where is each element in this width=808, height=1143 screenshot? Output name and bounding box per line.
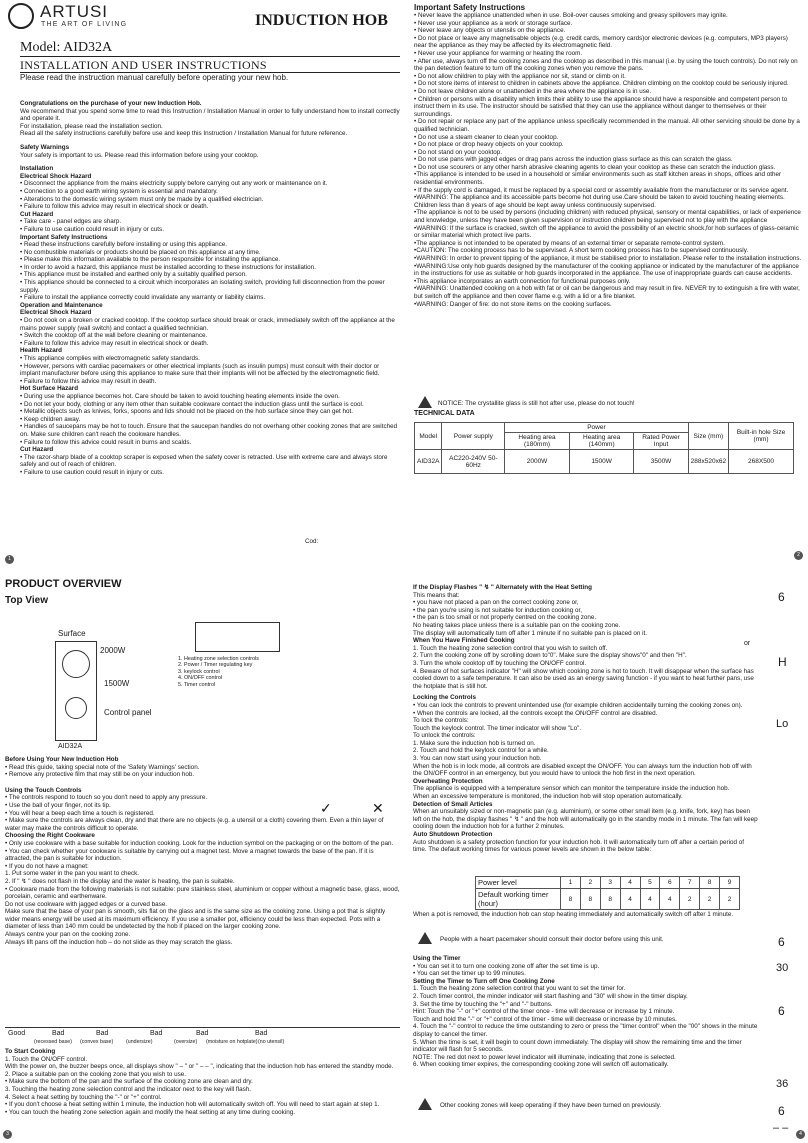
hour-cell: 8 (580, 889, 600, 910)
pan-note: (no utensil) (258, 1039, 285, 1045)
zone2-label: 1500W (104, 679, 130, 688)
bullet: • Do not use scourers or any other harsh abrasive cleaning agents to clean your cooktop as these can scratch the induction glass. (414, 163, 776, 171)
step: 3. Turn the whole cooktop off by touching the ON/OFF control. (413, 659, 587, 667)
pan-label: Bad (150, 1030, 163, 1037)
line: • You can set it to turn one cooking zone off after the set time is up. (413, 962, 600, 970)
bullet: • Do not place or drop heavy objects on your cooktop. (414, 141, 564, 149)
level-cell: 2 (580, 877, 600, 889)
bullet: •This appliance incorporates an earth connection for functional purposes only. (414, 277, 631, 285)
td-hole: 268X500 (729, 450, 794, 474)
bullet: • Do not cook on a broken or cracked cooktop. If the cooktop surface should break or crack, immediately switch off the appliance at the mains power supply (wall switch) and contact a qualified technician. (20, 317, 395, 332)
bullet: • Failure to follow this advice may result in electrical shock or death. (20, 339, 209, 347)
line: 3. You can now start using your induction hob. (413, 755, 542, 763)
step: 4. Select a heat setting by touching the "-" or "+" control. (5, 1093, 162, 1101)
level-cell: 6 (660, 877, 680, 889)
step: 4. Beware of hot surfaces indicator "H" will show which cooking zone is hot to touch. It will disappear when the surface has cooled down to a safe temperature. It can also be used as an energy saving function - if you want to heat further pans, use the hotplate that is still hot. (413, 667, 754, 690)
shock-title: Electrical Shock Hazard (20, 309, 92, 317)
logo-mark (8, 3, 34, 29)
step: 6. When cooking timer expires, the corresponding cooking zone will switch off automatically. (413, 1061, 669, 1069)
warning-icon (418, 932, 432, 944)
bullet: • Take care - panel edges are sharp. (20, 218, 122, 226)
display-digit: H (778, 655, 787, 669)
or-label: or (744, 640, 751, 647)
hour-cell: 8 (561, 889, 581, 910)
th-rated: Rated Power Input (634, 433, 688, 450)
bullet: • Never leave the appliance unattended when in use. Boil-over causes smoking and greasy spillovers may ignite. (414, 12, 728, 19)
intro-line: For installation, please read the installation section. (20, 122, 163, 130)
locking-title: Locking the Controls (413, 694, 476, 702)
line: The appliance is equipped with a temperature sensor which can monitor the temperature inside the induction hob. (413, 785, 730, 793)
legend-item: 4. ON/OFF control (178, 675, 223, 682)
hour-cell: 8 (600, 889, 620, 910)
bullet: •WARNING: Danger of fire: do not store items on the cooking surfaces. (414, 300, 612, 308)
line: No heating takes place unless there is a suitable pan on the cooking zone. (413, 621, 621, 629)
bullet: • Switch the cooktop off at the wall before cleaning or maintenance. (20, 332, 208, 340)
control-label: Control panel (104, 708, 152, 717)
step: Hint: Touch the "-" or "+" control of the timer once - time will decrease or increase by 1 minute. (413, 1008, 675, 1016)
important-right-title: Important Safety Instructions (414, 3, 526, 12)
display-digit: – – (773, 1122, 789, 1134)
bullet: • Keep children away. (20, 415, 81, 423)
control-panel-diagram (195, 622, 280, 652)
display-digit: 36 (776, 1078, 789, 1090)
brand-tagline: THE ART OF LIVING (41, 21, 128, 28)
technical-title: TECHNICAL DATA (414, 410, 475, 417)
hour-cell: 2 (720, 889, 740, 910)
bullet: • Please make this information available to the person responsible for installing the appliance. (20, 256, 281, 264)
line: • When the controls are locked, all the controls except the ON/OFF control are disabled. (413, 709, 658, 717)
pan-label: Good (8, 1030, 26, 1037)
line: To unlock the controls: (413, 732, 476, 740)
legend-item: 5. Timer control (178, 681, 216, 688)
overheat-title: Overheating Protection (413, 777, 483, 785)
bullet: Always centre your pan on the cooking zone. (5, 931, 131, 939)
bullet: •WARNING: If the surface is cracked, switch off the appliance to avoid the possibility of an electric shock,for hob surfaces of glass-ceramic or similar material which protect live parts. (414, 224, 799, 240)
step: With the power on, the buzzer beeps once, all displays show " – " or " – – ", indicating that the induction hob has entered the standby mode. (5, 1063, 394, 1071)
bullet: • Do not repair or replace any part of the appliance unless specifically recommended in the manual. All other servicing should be done by a qualified technician. (414, 118, 800, 133)
line: 1. Make sure the induction hob is turned on. (413, 739, 536, 747)
bullet: • Children or persons with a disability which limits their ability to use the appliance should have a responsible and competent person to instruct them in its use. The instructor should be satisfied that they can use the appliance without danger to themselves or their surroundings. (414, 95, 788, 118)
after-table-text: When a pot is removed, the induction hob can stop heating immediately and automatically switch off after 1 minute. (413, 911, 734, 918)
zone1-label: 2000W (100, 646, 126, 655)
line: • You can lock the controls to prevent unintended use (for example children accidentally turning the cooking zones on). (413, 701, 743, 709)
pan-note: (recessed base) (34, 1039, 72, 1045)
hour-cell: 2 (700, 889, 720, 910)
td-model: AID32A (415, 450, 442, 474)
bullet: • You can check whether your cookware is suitable by carrying out a magnet test. Move a magnet towards the base of the pan. If it is attracted, the pan is suitable for induction. (5, 847, 374, 863)
safety-title: Safety Warnings (20, 143, 70, 151)
operation-title: Operation and Maintenance (20, 301, 103, 309)
td-rated: 3500W (634, 450, 688, 474)
bullet: • Do not place or leave any magnetisable objects (e.g. credit cards, memory cards)or electronic devices (e.g. computers, MP3 players) near the appliance as they may be affected by its electromagnetic field. (414, 34, 788, 50)
step: 4. Touch the "-" control to reduce the time outstanding to zero or press the "timer control" when the "00" shows in the minute display to cancel the timer. (413, 1023, 758, 1038)
before-block (5, 756, 400, 946)
level-cell: 7 (680, 877, 700, 889)
timer-setting-title: Setting the Timer to Turn off One Cooking Zone (413, 977, 555, 985)
bullet: • Failure to follow this advice may result in death. (20, 377, 157, 385)
zone-small (65, 697, 87, 719)
page-number: 4 (796, 1130, 805, 1139)
pacemaker-text: People with a heart pacemaker should consult their doctor before using this unit. (440, 936, 664, 943)
pan-label: Bad (255, 1030, 268, 1037)
step: 3. Touching the heating zone selection control and the indicator next to the key will flash. (5, 1085, 251, 1093)
line: The display will automatically turn off after 1 minute if no suitable pan is placed on it. (413, 629, 648, 637)
bullet: •The appliance is not to be used by persons (including children) with reduced physical, sensory or mental capabilities, or lack of experience and knowledge, unless they have been given supervision or instruction children being supervised not to play with the appliance (414, 209, 801, 225)
timer-block (413, 955, 758, 1069)
auto-title: Auto Shutdown Protection (413, 831, 493, 838)
pan-note: (oversize) (174, 1039, 198, 1045)
divider (20, 56, 400, 57)
level-cell: 9 (720, 877, 740, 889)
bullet: • Read these instructions carefully before installing or using this appliance. (20, 241, 227, 249)
pan-note: (convex base) (80, 1039, 114, 1045)
read-note: Please read the instruction manual carefully before operating your new hob. (20, 73, 289, 82)
bullet: • Failure to follow this advice could result in burns and scalds. (20, 438, 192, 446)
bullet: • The controls respond to touch so you don't need to apply any pressure. (5, 794, 208, 802)
pans-row (5, 1000, 400, 1028)
warning-icon (418, 1098, 432, 1110)
bullet: • Only use cookware with a base suitable for induction cooking. Look for the induction symbol on the packaging or on the bottom of the pan. (5, 839, 394, 847)
th-supply: Power supply (442, 423, 505, 450)
intro-line: We recommend that you spend some time to read this Instruction / Installation Manual in order to fully understand how to install correctly and operate it. (20, 107, 400, 123)
hot-title: Hot Surface Hazard (20, 385, 79, 393)
step: 1. Touch the ON/OFF control. (5, 1055, 88, 1063)
bullet: • Never use your appliance as a work or storage surface. (414, 19, 573, 27)
td-zone1: 2000W (505, 450, 570, 474)
line: This means that: (413, 591, 460, 599)
bullet: • Disconnect the appliance from the mains electricity supply before carrying out any work or maintenance on it. (20, 180, 328, 188)
intro-line: Read all the safety instructions carefully before use and keep this Instruction / Installation Manual for future reference. (20, 130, 348, 138)
bullet: • Do not leave children alone or unattended in the area where the appliance is in use. (414, 87, 652, 95)
level-cell: 4 (620, 877, 640, 889)
flashes-title: If the Display Flashes " ↯ " Alternately with the Heat Setting (413, 584, 592, 591)
bullet: Children less than 8 years of age should be kept away unless continuously supervised. (414, 201, 656, 209)
bullet: •The appliance is not intended to be operated by means of an external timer or separate remote-control system. (414, 239, 725, 247)
step: 2. Place a suitable pan on the cooking zone that you wish to use. (5, 1070, 186, 1078)
bullet: • Failure to use caution could result in injury or cuts. (20, 468, 164, 476)
hour-cell: 4 (620, 889, 640, 910)
step: NOTE: The red dot next to power level indicator will illuminate, indicating that zone is selected. (413, 1053, 676, 1061)
bullet: • Do not stand on your cooktop. (414, 148, 502, 156)
th-size: Size (mm) (688, 423, 728, 450)
level-cell: 5 (640, 877, 660, 889)
pan-note: (undersize) (126, 1039, 153, 1045)
timer-row-label: Default working timer (hour) (476, 889, 561, 910)
manual-heading: INSTALLATION AND USER INSTRUCTIONS (20, 58, 267, 72)
level-cell: 3 (600, 877, 620, 889)
bullet: •WARNING: In order to prevent tipping of the appliance, it must be stabilised prior to installation. Please refer to the installation instructions. (414, 255, 802, 262)
important-title: Important Safety Instructions (20, 233, 108, 241)
display-digit: 6 (778, 1004, 785, 1018)
line: • the pan is too small or not properly centred on the cooking zone. (413, 614, 597, 622)
bullet: • Read this guide, taking special note of the 'Safety Warnings' section. (5, 763, 200, 771)
legend-item: 2. Power / Timer regulating key (178, 662, 253, 669)
legend (178, 656, 298, 688)
overview-subtitle: Top View (5, 595, 48, 606)
bullet: • Never use your appliance for warming or heating the room. (414, 49, 583, 57)
bullet: •WARNING: Unattended cooking on a hob with fat or oil can be dangerous and may result in fire. NEVER try to extinguish a fire with water, but switch off the appliance and then cover flame e.g. with a lid or a fire blanket. (414, 285, 800, 300)
bullet: • Use the ball of your finger, not its tip. (5, 801, 111, 809)
bullet: • Do not let your body, clothing or any item other than suitable cookware contact the induction glass until the surface is cool. (20, 400, 364, 408)
hour-cell: 4 (640, 889, 660, 910)
start-block (5, 1048, 400, 1116)
step: 3. Set the time by touching the "+" and "-" buttons. (413, 1000, 553, 1008)
display-digit: 6 (778, 590, 785, 604)
technical-table (414, 422, 794, 474)
th-zone2: Heating area (140mm) (569, 433, 634, 450)
bullet: •WARNING: The appliance and its accessible parts become hot during use.Care should be taken to avoid touching heating elements. (414, 194, 785, 202)
legend-item: 3. keylock control (178, 668, 220, 675)
page-number: 2 (794, 551, 803, 560)
step: 2. Touch timer control, the minder indicator will start flashing and "30" will show in the timer display. (413, 992, 688, 1000)
bullet: • After use, always turn off the cooking zones and the cooktop as described in this manual (i.e. by using the touch controls). Do not rely on the pan detection feature to turn off the cooking zones when you remove the pans. (414, 57, 798, 73)
bullet: • In order to avoid a hazard, this appliance must be installed according to these instructions for installation. (20, 263, 316, 271)
pan-label: Bad (52, 1030, 65, 1037)
bullet: • However, persons with cardiac pacemakers or other electrical implants (such as insulin pumps) must consult with their doctor or implant manufacturer before using this appliance to make sure that their implants will not be affected by the electromagnetic field. (20, 362, 380, 378)
th-power: Power (505, 423, 688, 433)
td-supply: AC220-240V 50-60Hz (442, 450, 505, 474)
bullet: • Make sure the controls are always clean, dry and that there are no objects (e.g. a utensil or a cloth) covering them. Even a thin layer of water may make the controls difficult to operate. (5, 817, 384, 832)
step: Touch and hold the "-" or "+" control of the timer - time will decrease or increase by 10 minutes. (413, 1015, 677, 1023)
bullet: •CAUTION: The cooking process has to be supervised. A short term cooking process has to be supervised continuously. (414, 247, 749, 255)
intro-line: Congratulations on the purchase of your new Induction Hob. (20, 100, 202, 107)
pan-label: Bad (96, 1030, 109, 1037)
other-zones-text: Other cooking zones will keep operating if they have been turned on previously. (440, 1102, 662, 1109)
th-model: Model (415, 423, 442, 450)
bullet: • This appliance complies with electromagnetic safety standards. (20, 355, 200, 362)
step: • You can touch the heating zone selection again and modify the heat setting at any time during cooking. (5, 1108, 295, 1116)
display-digit: 30 (776, 962, 789, 974)
bullet: • If you do not have a magnet: (5, 862, 89, 870)
zone-large (62, 650, 90, 678)
bullet: • You will hear a beep each time a touch is registered. (5, 809, 155, 817)
bullet: • This appliance must be installed and earthed only by a suitably qualified person. (20, 271, 247, 279)
notice-text: NOTICE: The crystallite glass is still hot after use, please do not touch! (438, 400, 635, 407)
bullet: Always lift pans off the induction hob – do not slide as they may scratch the glass. (5, 938, 233, 946)
display-digit: 6 (778, 935, 785, 949)
line: • you have not placed a pan on the correct cooking zone or, (413, 599, 579, 607)
legend-item: 1. Heating zone selection controls (178, 656, 259, 662)
step: 2. Turn the cooking zone off by scrolling down to"0". Make sure the display shows"0" and then "H". (413, 652, 687, 660)
important-right-block (414, 3, 802, 308)
step: 5. When the time is set, it will begin to count down immediately. The display will show the remaining time and the timer indicator will flash for 5 seconds. (413, 1038, 742, 1054)
bullet: • The razor-sharp blade of a cooktop scraper is exposed when the safety cover is retracted. Use with extreme care and always store safely and out of reach of children. (20, 453, 388, 469)
bullet: • Connection to a good earth wiring system is essential and mandatory. (20, 187, 218, 195)
check-icon: ✓ (320, 800, 332, 816)
start-title: To Start Cooking (5, 1048, 56, 1055)
line: 2. Touch and hold the keylock control for a while. (413, 747, 549, 755)
bullet: Make sure that the base of your pan is smooth, sits flat on the glass and is the same size as the cooking zone. Using a pot that is slightly wider means energy will be used at its maximum efficiency. If you use a smaller pot, efficiency could be less than expected. Pots with a diameter of less than 140 mm could be undetected by the hob if placed on the larger cooking zone. (5, 908, 386, 931)
flashes-block (413, 584, 758, 854)
hour-cell: 2 (680, 889, 700, 910)
line: When an unsuitably sized or non-magnetic pan (e.g. aluminium), or some other small item (e.g. knife, fork, key) has been left on the hob, the display flashes " ↯ " and the hob will automatically go in the standby mode in 1 minute. The fan will keep cooling down the induction hob for a further 2 minutes. (413, 808, 758, 831)
bullet: • Failure to follow this advice may result in electrical shock or death. (20, 203, 209, 211)
step: 1. Touch the heating zone selection control that you wish to switch off. (413, 644, 608, 652)
finished-title: When You Have Finished Cooking (413, 637, 515, 645)
bullet: 2. If " ↯ " does not flash in the display and the water is heating, the pan is suitable. (5, 877, 235, 885)
line: Touch the keylock control. The timer indicator will show "Lo". (413, 724, 582, 732)
hour-cell: 4 (660, 889, 680, 910)
bullet: • Do not store items of interest to children in cabinets above the appliance. Children climbing on the cooktop could be seriously injured. (414, 80, 789, 88)
pan-note: (moisture on hotplate) (206, 1039, 258, 1045)
cross-icon: ✕ (372, 800, 384, 816)
bullet: • Do not use pans with jagged edges or drag pans across the induction glass surface as this can scratch the glass. (414, 156, 733, 164)
line: Auto shutdown is a safety protection function for your induction hob. It will automatically turn off after a certain period of time. The default working times for various power levels are shown in the below table: (413, 838, 745, 854)
hob-diagram (55, 641, 97, 741)
surface-label: Surface (58, 629, 86, 638)
warning-icon (418, 396, 432, 408)
level-cell: 1 (561, 877, 581, 889)
bullet: •This appliance is intended to be used in a household or similar environments such as staff kitchen areas in shops, offices and other residential environments. (414, 171, 782, 187)
shock-title: Electrical Shock Hazard (20, 172, 92, 180)
bullet: • If the supply cord is damaged, it must be replaced by a special cord or assembly available from the manufacturer or its service agent. (414, 186, 789, 194)
bullet: • Remove any protective film that may still be on your induction hob. (5, 771, 195, 779)
line: To lock the controls: (413, 717, 469, 725)
health-title: Health Hazard (20, 347, 62, 355)
brand-name: ARTUSI (40, 2, 109, 21)
bullet: •WARNING:Use only hob guards designed by the manufacturer of the cooking appliance or indicated by the manufacturer of the appliance in the instructions for use as suitable or hob guards incorporated in the appliance. The use of inappropriate guards can cause accidents. (414, 262, 799, 278)
display-digit: Lo (776, 718, 789, 730)
power-row-label: Power level (476, 877, 561, 889)
bullet: • Do not use a steam cleaner to clean your cooktop. (414, 133, 559, 141)
bullet: • Alterations to the domestic wiring system must only be made by a qualified electrician. (20, 195, 264, 203)
line: When the hob is in lock mode, all controls are disabled except the ON/OFF. You can always turn the induction hob off with the ON/OFF control in an emergency, but you would have to unlock the hob first in the next operation. (413, 762, 752, 778)
safety-text: Your safety is important to us. Please read this information before using your cooktop. (20, 151, 259, 159)
bullet: • No combustible materials or products should be placed on this appliance at any time. (20, 248, 261, 256)
installation-title: Installation (20, 165, 54, 173)
intro-block (20, 100, 400, 477)
page-number: 3 (3, 1130, 12, 1139)
bullet: Do not use cookware with jagged edges or a curved base. (5, 900, 168, 908)
line: When an excessive temperature is monitored, the induction hob will stop operation automatically. (413, 793, 683, 801)
td-size: 288x520x62 (688, 450, 728, 474)
before-title: Before Using Your New Induction Hob (5, 756, 119, 763)
cut-title: Cut Hazard (20, 446, 54, 454)
overview-title: PRODUCT OVERVIEW (5, 578, 122, 590)
step: • Make sure the bottom of the pan and the surface of the cooking zone are clean and dry. (5, 1078, 253, 1086)
level-cell: 8 (700, 877, 720, 889)
bullet: • Handles of saucepans may be hot to touch. Ensure that the saucepan handles do not overhang other cooking zones that are switched on. Make sure children can't reach the cookware handles. (20, 423, 398, 438)
power-table (475, 876, 740, 910)
bullet: • Metallic objects such as knives, forks, spoons and lids should not be placed on the hob surface since they can get hot. (20, 408, 353, 416)
bullet: 1. Put some water in the pan you want to check. (5, 870, 140, 878)
pan-label: Bad (196, 1030, 209, 1037)
line: • You can set the timer up to 99 minutes. (413, 970, 526, 978)
bullet: • This appliance should be connected to a circuit which incorporates an isolating switch, providing full disconnection from the power supply. (20, 279, 385, 294)
bullet: • During use the appliance becomes hot. Care should be taken to avoid touching heating elements inside the oven. (20, 392, 340, 400)
th-zone1: Heating area (180mm) (505, 433, 570, 450)
bullet: • Failure to use caution could result in injury or cuts. (20, 225, 164, 233)
th-hole: Built-in hole Size (mm) (729, 423, 794, 450)
timer-title: Using the Timer (413, 955, 461, 962)
display-digit: 6 (778, 1104, 785, 1118)
page-number: 1 (5, 555, 14, 564)
doc-title: INDUCTION HOB (255, 12, 388, 29)
small-title: Detection of Small Articles (413, 800, 493, 808)
cookware-title: Choosing the Right Cookware (5, 832, 95, 840)
cut-title: Cut Hazard (20, 210, 54, 218)
td-zone2: 1500W (569, 450, 634, 474)
model-label: AID32A (58, 743, 83, 750)
bullet: • Do not allow children to play with the appliance nor sit, stand or climb on it. (414, 72, 626, 80)
bullet: • Cookware made from the following materials is not suitable: pure stainless steel, aluminium or copper without a magnetic base, glass, wood, porcelain, ceramic and earthenware. (5, 885, 400, 901)
cod-label: Cod: (305, 538, 319, 545)
touch-title: Using the Touch Controls (5, 786, 82, 794)
bullet: • Failure to install the appliance correctly could invalidate any warranty or liability claims. (20, 294, 266, 302)
bullet: • Never leave any objects or utensils on the appliance. (414, 27, 566, 35)
line: • the pan you're using is not suitable for induction cooking or, (413, 606, 582, 614)
step: • If you don't choose a heat setting within 1 minute, the induction hob will automatically switch off. You will need to start again at step 1. (5, 1101, 380, 1109)
model-heading: Model: AID32A (20, 40, 113, 55)
step: 1. Touch the heating zone selection control that you want to set the timer for. (413, 985, 626, 993)
